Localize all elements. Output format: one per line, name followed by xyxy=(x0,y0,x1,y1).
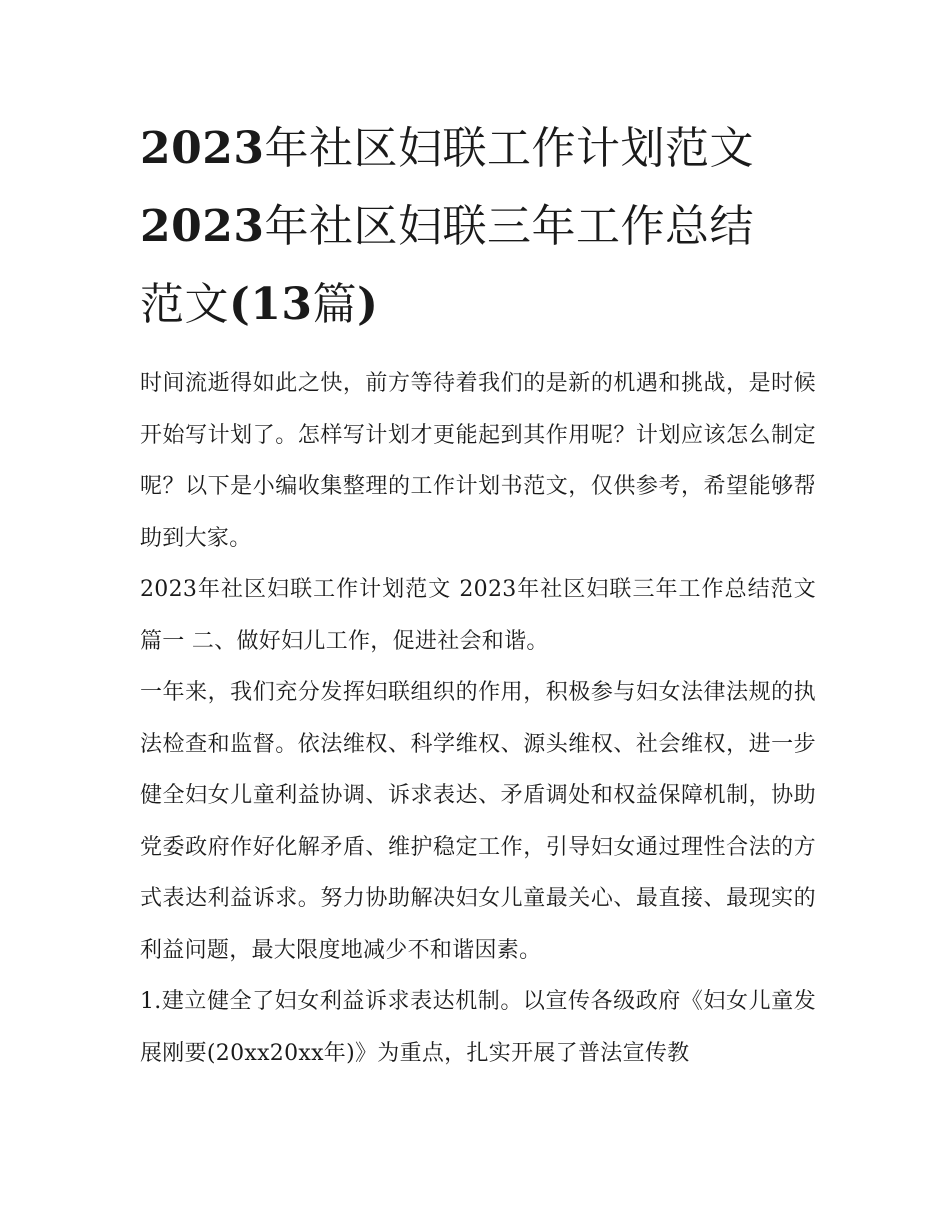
document-page xyxy=(140,110,816,1079)
title-line-1: 2023年社区妇联工作计划范文 xyxy=(140,123,754,174)
body-paragraph: 一年来，我们充分发挥妇联组织的作用，积极参与妇女法律法规的执法检查和监督。依法维权、科学维权、源头维权、社会维权，进一步健全妇女儿童利益协调、诉求表达、矛盾调处和权益保障机制，协助党委政府作好化解矛盾、维护稳定工作，引导妇女通过理性合法的方式表达利益诉求。努力协助解决妇女儿童最关心、最直接、最现实的利益问题，最大限度地减少不和谐因素。 xyxy=(140,680,816,963)
intro-paragraph: 时间流逝得如此之快，前方等待着我们的是新的机遇和挑战，是时候开始写计划了。怎样写计划才更能起到其作用呢？计划应该怎么制定呢？以下是小编收集整理的工作计划书范文，仅供参考，希望能够帮助到大家。 xyxy=(140,371,816,551)
document-title xyxy=(140,110,816,344)
title-line-3: 范文(13篇) xyxy=(140,279,379,330)
title-line-2: 2023年社区妇联三年工作总结 xyxy=(140,201,754,252)
section-heading-paragraph: 2023年社区妇联工作计划范文 2023年社区妇联三年工作总结范文篇一 二、做好妇儿工作，促进社会和谐。 xyxy=(140,577,816,654)
numbered-paragraph: 1.建立健全了妇女利益诉求表达机制。以宣传各级政府《妇女儿童发展刚要(20xx20xx年)》为重点，扎实开展了普法宣传教 xyxy=(140,989,816,1066)
